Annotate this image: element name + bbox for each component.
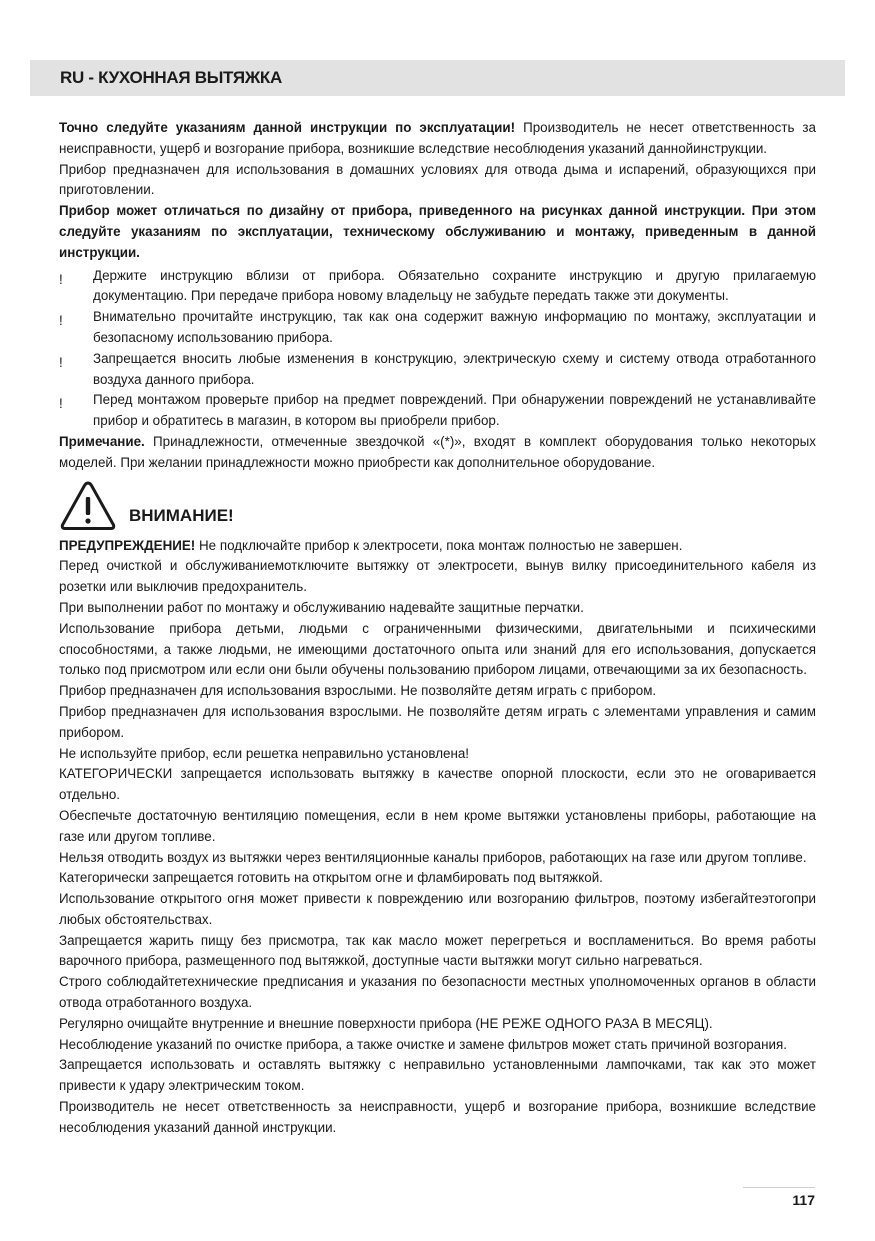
intro-paragraph-2: Прибор предназначен для использования в домашних условиях для отвода дыма и испарений, образующихся при приготовлении. [59, 161, 816, 198]
warning-paragraph: Прибор предназначен для использования взрослыми. Не позволяйте детям играть с прибором. [59, 683, 657, 699]
exclamation-icon: ! [59, 354, 63, 370]
page-title: RU - КУХОННАЯ ВЫТЯЖКА [60, 68, 282, 87]
list-item [59, 307, 816, 349]
intro-text: Производитель не несет ответственность за неисправности, ущерб и возгорание прибора, возникшие вследствие несоблюдения указаний даннойинструкции. [59, 120, 816, 156]
warning-paragraph: Не используйте прибор, если решетка неправильно установлена! [59, 745, 470, 761]
warning-heading [59, 480, 816, 536]
warning-triangle-icon [59, 480, 117, 532]
page-footer [743, 1187, 815, 1208]
exclamation-icon: ! [59, 396, 63, 412]
intro-paragraph-1 [59, 118, 816, 160]
intro-bold-lead: Точно следуйте указаниям данной инструкции по эксплуатации! [59, 120, 516, 135]
warning-paragraph: Запрещается жарить пищу без присмотра, так как масло может перегреться и воспламениться. Во время работы варочного прибора, размещенного под вытяжкой, доступные части вытяжки могут сильно нагреваться. [59, 932, 816, 969]
warning-paragraph: Прибор предназначен для использования взрослыми. Не позволяйте детям играть с элементами управления и самим прибором. [59, 703, 816, 740]
warning-paragraph: Регулярно очищайте внутренние и внешние поверхности прибора (НЕ РЕЖЕ ОДНОГО РАЗА В МЕСЯЦ). [59, 1015, 713, 1031]
warning-paragraph: Производитель не несет ответственность за неисправности, ущерб и возгорание прибора, возникшие вследствие несоблюдения указаний данной инструкции. [59, 1099, 816, 1135]
warning-paragraph: Запрещается использовать и оставлять вытяжку с неправильно установленными лампочками, так как это может привести к удару электрическим током. [59, 1057, 816, 1094]
warning-paragraph: Категорически запрещается готовить на открытом огне и фламбировать под вытяжкой. [59, 870, 603, 886]
list-item-text: Перед монтажом проверьте прибор на предмет повреждений. При обнаружении повреждений не устанавливайте прибор и обратитесь в магазин, в котором вы приобрели прибор. [93, 392, 816, 429]
note-text: Принадлежности, отмеченные звездочкой «(*)», входят в комплект оборудования только некоторых моделей. При желании принадлежности можно приобрести как дополнительное оборудование. [59, 433, 816, 470]
list-item [59, 349, 816, 391]
intro-paragraph-3 [59, 201, 816, 263]
list-item [59, 390, 816, 432]
page-number: 117 [792, 1192, 815, 1208]
warning-first-paragraph [59, 536, 816, 557]
document-body [59, 118, 816, 1139]
warning-paragraph: Обеспечьте достаточную вентиляцию помещения, если в нем кроме вытяжки установлены приборы, работающие на газе или другом топливе. [59, 807, 816, 844]
warning-label: ПРЕДУПРЕЖДЕНИЕ! [59, 537, 196, 553]
warning-paragraph: Строго соблюдайтетехнические предписания и указания по безопасности местных уполномоченных органов в области отвода отработанного воздуха. [59, 974, 816, 1011]
warning-paragraph: Перед очисткой и обслуживаниемотключите вытяжку от электросети, вынув вилку присоединительного кабеля из розетки или выключив предохранитель. [59, 558, 816, 595]
list-item-text: Запрещается вносить любые изменения в конструкцию, электрическую схему и систему отвода отработанного воздуха данного прибора. [93, 350, 816, 387]
note-label: Примечание. [59, 433, 145, 449]
exclamation-icon: ! [59, 271, 63, 287]
warning-first-text: Не подключайте прибор к электросети, пока монтаж полностью не завершен. [195, 537, 683, 553]
section-header-bar [30, 60, 845, 96]
exclamation-icon: ! [59, 313, 63, 329]
warning-title: ВНИМАНИЕ! [129, 505, 234, 525]
note-paragraph [59, 432, 816, 474]
warning-paragraph: Нельзя отводить воздух из вытяжки через вентиляционные каналы приборов, работающих на газе или другом топливе. [59, 849, 807, 865]
list-item-text: Держите инструкцию вблизи от прибора. Обязательно сохраните инструкцию и другую прилагаемую документацию. При передаче прибора новому владельцу не забудьте передать также эти документы. [93, 267, 816, 304]
warning-paragraph: КАТЕГОРИЧЕСКИ запрещается использовать вытяжку в качестве опорной плоскости, если это не оговаривается отдельно. [59, 766, 816, 803]
warning-paragraph: Использование открытого огня может привести к повреждению или возгоранию фильтров, поэтому избегайтеэтогопри любых обстоятельствах. [59, 891, 816, 927]
warning-paragraph: Использование прибора детьми, людьми с ограниченными физическими, двигательными и психическими способностями, а также людьми, не имеющими достаточного опыта или знаний для его использования, допускается только под присмотром или если они были обучены пользованию прибором лицами, отвечающими за их безопасность. [59, 620, 816, 678]
bullet-list [59, 266, 816, 432]
list-item-text: Внимательно прочитайте инструкцию, так как она содержит важную информацию по монтажу, эксплуатации и безопасному использованию прибора. [93, 309, 816, 345]
design-notice: Прибор может отличаться по дизайну от прибора, приведенного на рисунках данной инструкции. При этом следуйте указаниям по эксплуатации, техническому обслуживанию и монтажу, приведенным в данной инструкции. [59, 203, 816, 260]
warning-paragraph: Несоблюдение указаний по очистке прибора, а также очистке и замене фильтров может стать причиной возгорания. [59, 1036, 787, 1052]
warning-paragraph: При выполнении работ по монтажу и обслуживанию надевайте защитные перчатки. [59, 599, 584, 615]
list-item [59, 266, 816, 308]
